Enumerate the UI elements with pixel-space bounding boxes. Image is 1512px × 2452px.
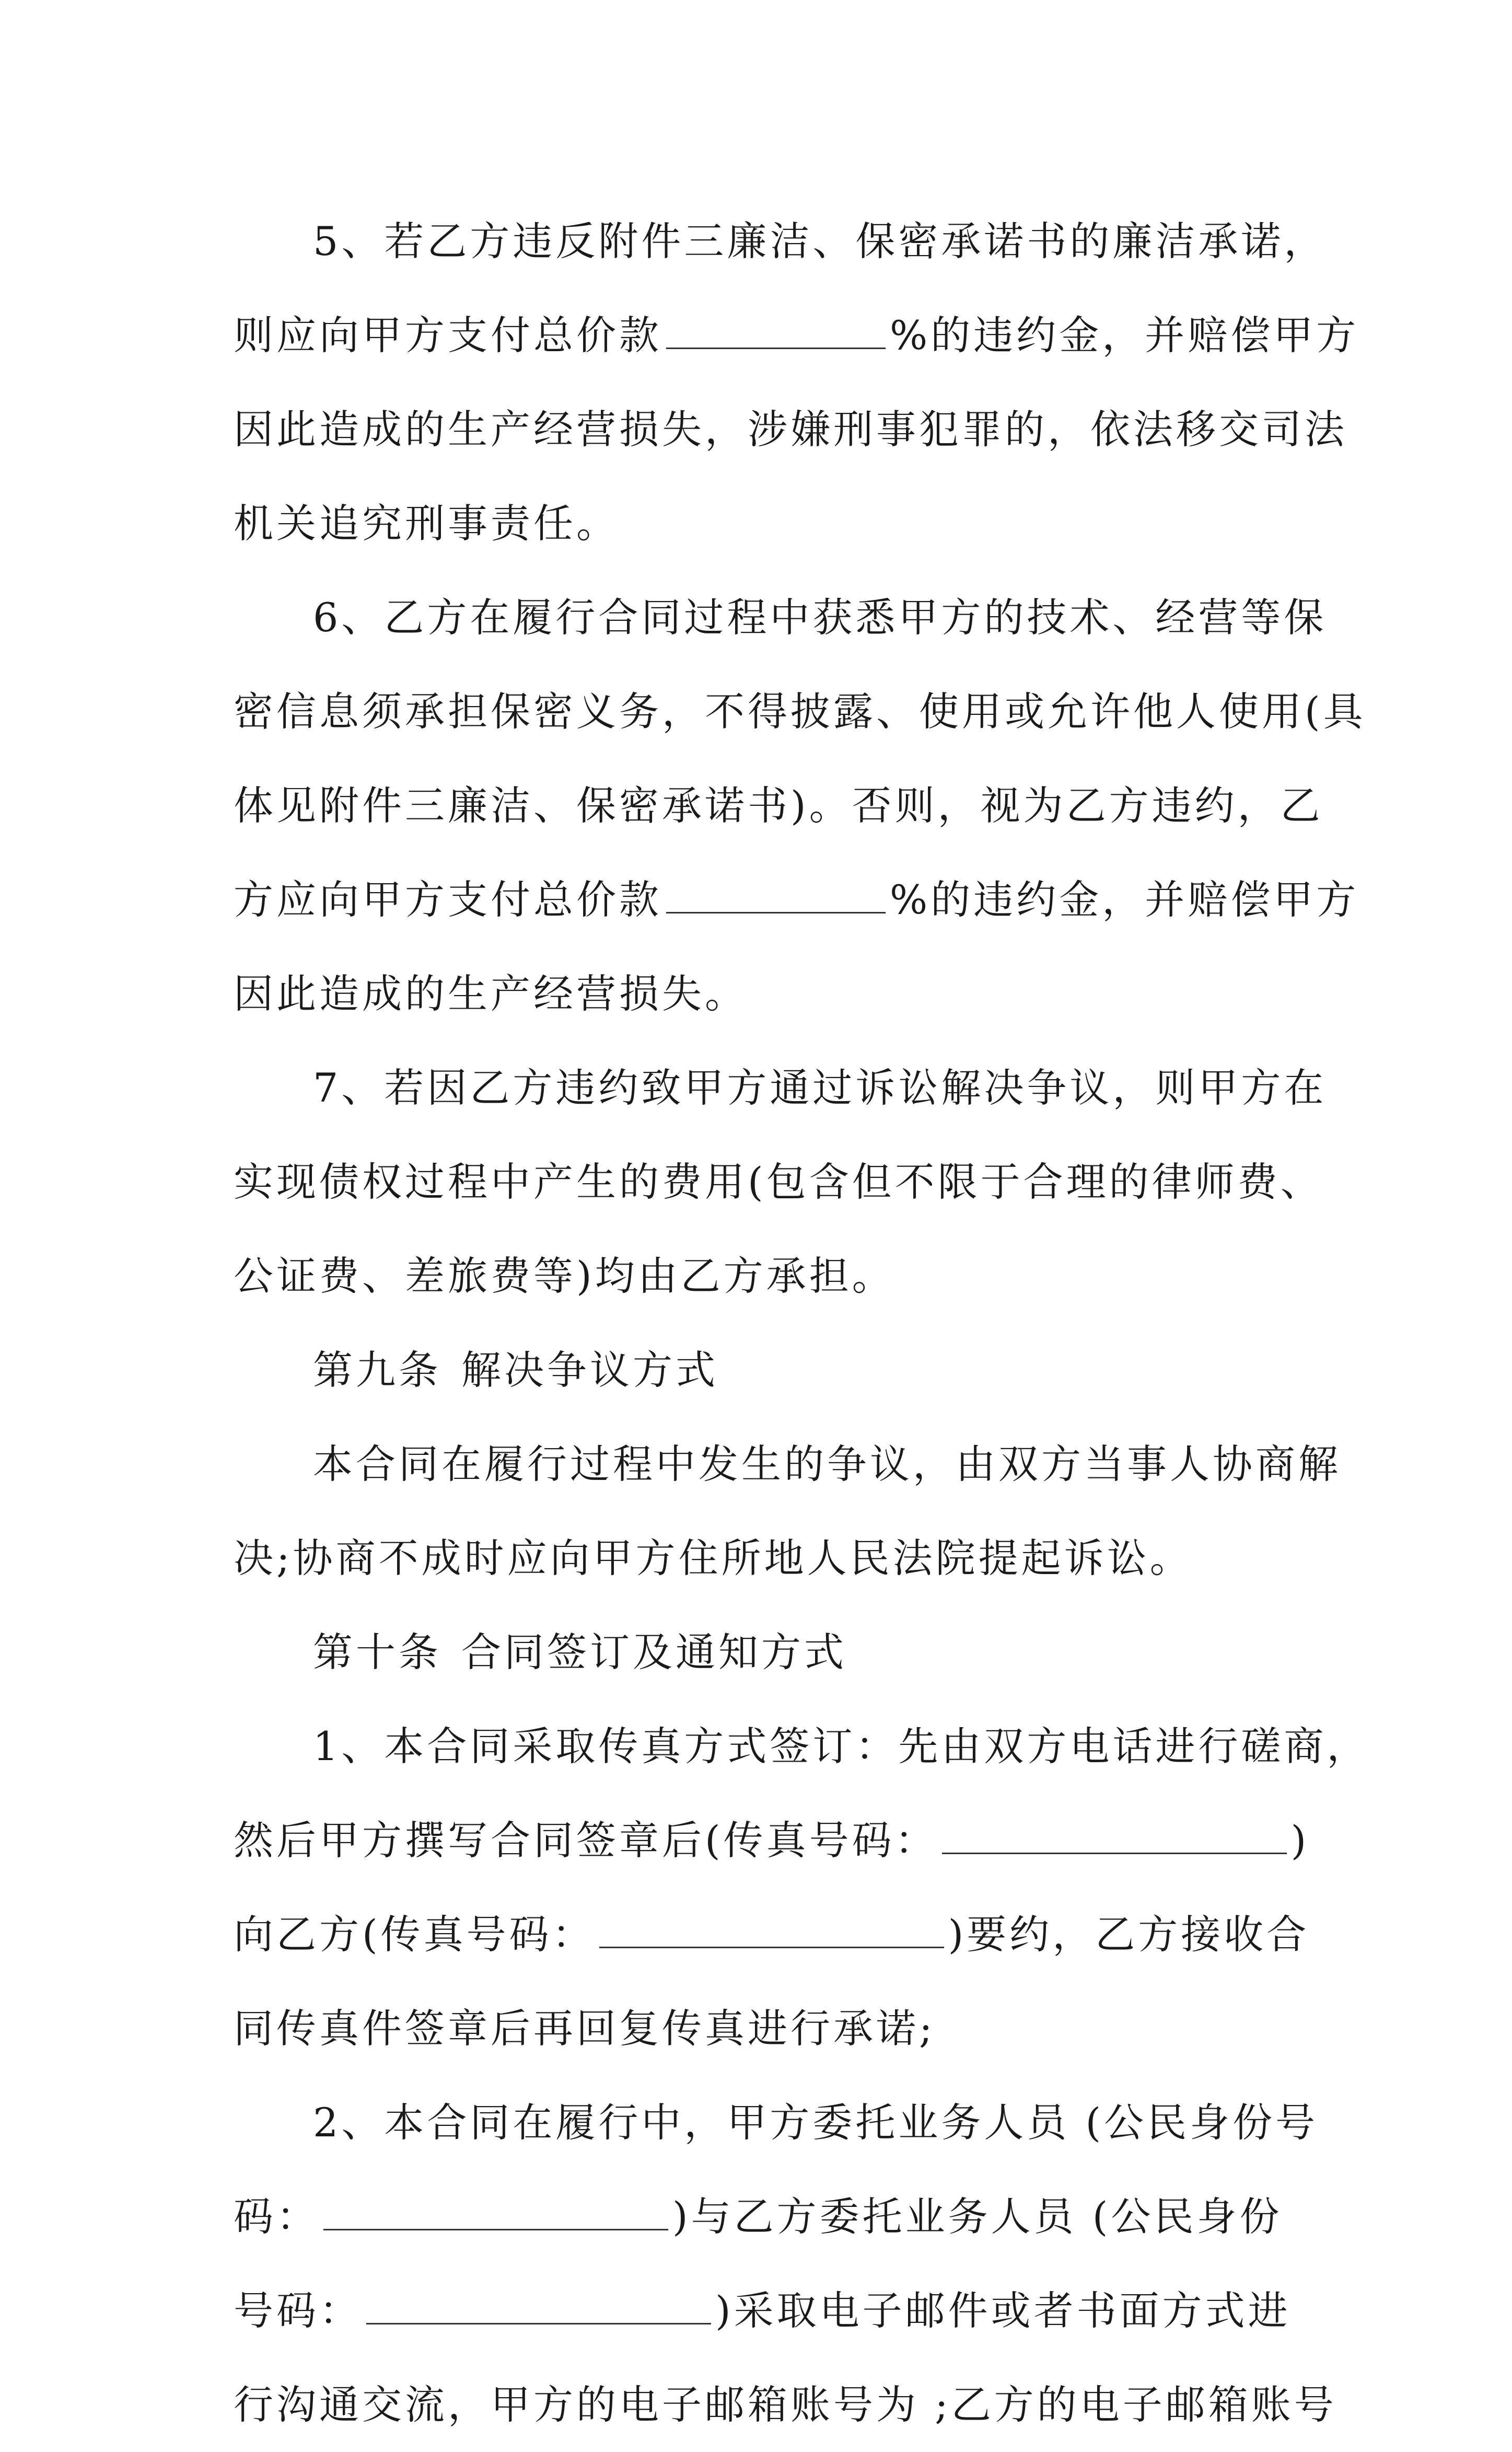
- article10-p2-line3: [234, 2264, 1294, 2358]
- para6-line4-start: 方应向甲方支付总价款: [234, 876, 662, 923]
- article10-p2-line4: 行沟通交流，甲方的电子邮箱账号为 ;乙方的电子邮箱账号: [234, 2381, 1337, 2428]
- article10-p1-line3-start: 向乙方(传真号码：: [234, 1911, 595, 1958]
- para7-line1: 7、若因乙方违约致甲方通过诉讼解决争议，则甲方在: [313, 1065, 1327, 1111]
- para6-line5: 因此造成的生产经营损失。: [234, 970, 748, 1017]
- para7-line3: 公证费、差旅费等)均由乙方承担。: [234, 1253, 895, 1299]
- para6-line2: 密信息须承担保密义务，不得披露、使用或允许他人使用(具: [234, 688, 1366, 735]
- para5-line3: 因此造成的生产经营损失，涉嫌刑事犯罪的，依法移交司法: [234, 406, 1347, 453]
- document-body: [234, 194, 1370, 2452]
- article9-title: 解决争议方式: [461, 1347, 718, 1393]
- article10-number: 第十条: [313, 1629, 441, 1675]
- article10-p1-line3: [234, 1888, 1310, 1982]
- party-b-fax-blank: [599, 1905, 944, 1948]
- article10-p1-line3-end: )要约，乙方接收合: [948, 1911, 1310, 1958]
- party-a-fax-blank: [942, 1811, 1287, 1854]
- article10-p2-line2-end: )与乙方委托业务人员 (公民身份: [672, 2193, 1283, 2240]
- party-b-id-blank: [366, 2281, 711, 2324]
- article10-p1-line2-start: 然后甲方撰写合同签章后(传真号码：: [234, 1817, 938, 1864]
- article10-p1-line1: 1、本合同采取传真方式签订：先由双方电话进行磋商，: [313, 1723, 1370, 1769]
- para6-line4: [234, 853, 1359, 947]
- article10-p2-line3-start: 号码：: [234, 2287, 362, 2334]
- para5-line2-end: %的违约金，并赔偿甲方: [890, 312, 1359, 358]
- para6-line3: 体见附件三廉洁、保密承诺书)。否则，视为乙方违约，乙: [234, 782, 1323, 829]
- article9-heading: [234, 1323, 1294, 1417]
- article10-p1-line2-end: ): [1290, 1817, 1310, 1864]
- article10-p1-line2: [234, 1794, 1310, 1888]
- article9-line1: 本合同在履行过程中发生的争议，由双方当事人协商解: [313, 1441, 1341, 1487]
- para5-line4: 机关追究刑事责任。: [234, 500, 619, 547]
- article9-line2: 决;协商不成时应向甲方住所地人民法院提起诉讼。: [234, 1535, 1193, 1581]
- article10-p1-line4: 同传真件签章后再回复传真进行承诺;: [234, 2005, 936, 2052]
- article10-heading: [234, 1605, 1294, 1699]
- penalty-percent-blank-2: [666, 870, 886, 913]
- para5-line1: 5、若乙方违反附件三廉洁、保密承诺书的廉洁承诺，: [313, 218, 1327, 264]
- article10-p2-line2-start: 码：: [234, 2193, 319, 2240]
- para6-line4-end: %的违约金，并赔偿甲方: [890, 876, 1359, 923]
- para5-line2: [234, 288, 1359, 383]
- article10-title: 合同签订及通知方式: [461, 1629, 847, 1675]
- para7-line2: 实现债权过程中产生的费用(包含但不限于合理的律师费、: [234, 1159, 1323, 1205]
- article10-p2-line3-end: )采取电子邮件或者书面方式进: [715, 2287, 1291, 2334]
- article10-p2-line1: 2、本合同在履行中，甲方委托业务人员 (公民身份号: [313, 2099, 1319, 2146]
- article9-number: 第九条: [313, 1347, 441, 1393]
- para6-line1: 6、乙方在履行合同过程中获悉甲方的技术、经营等保: [313, 594, 1327, 641]
- para5-line2-start: 则应向甲方支付总价款: [234, 312, 662, 358]
- penalty-percent-blank-1: [666, 306, 886, 349]
- party-a-id-blank: [323, 2187, 668, 2230]
- article10-p2-line2: [234, 2170, 1294, 2264]
